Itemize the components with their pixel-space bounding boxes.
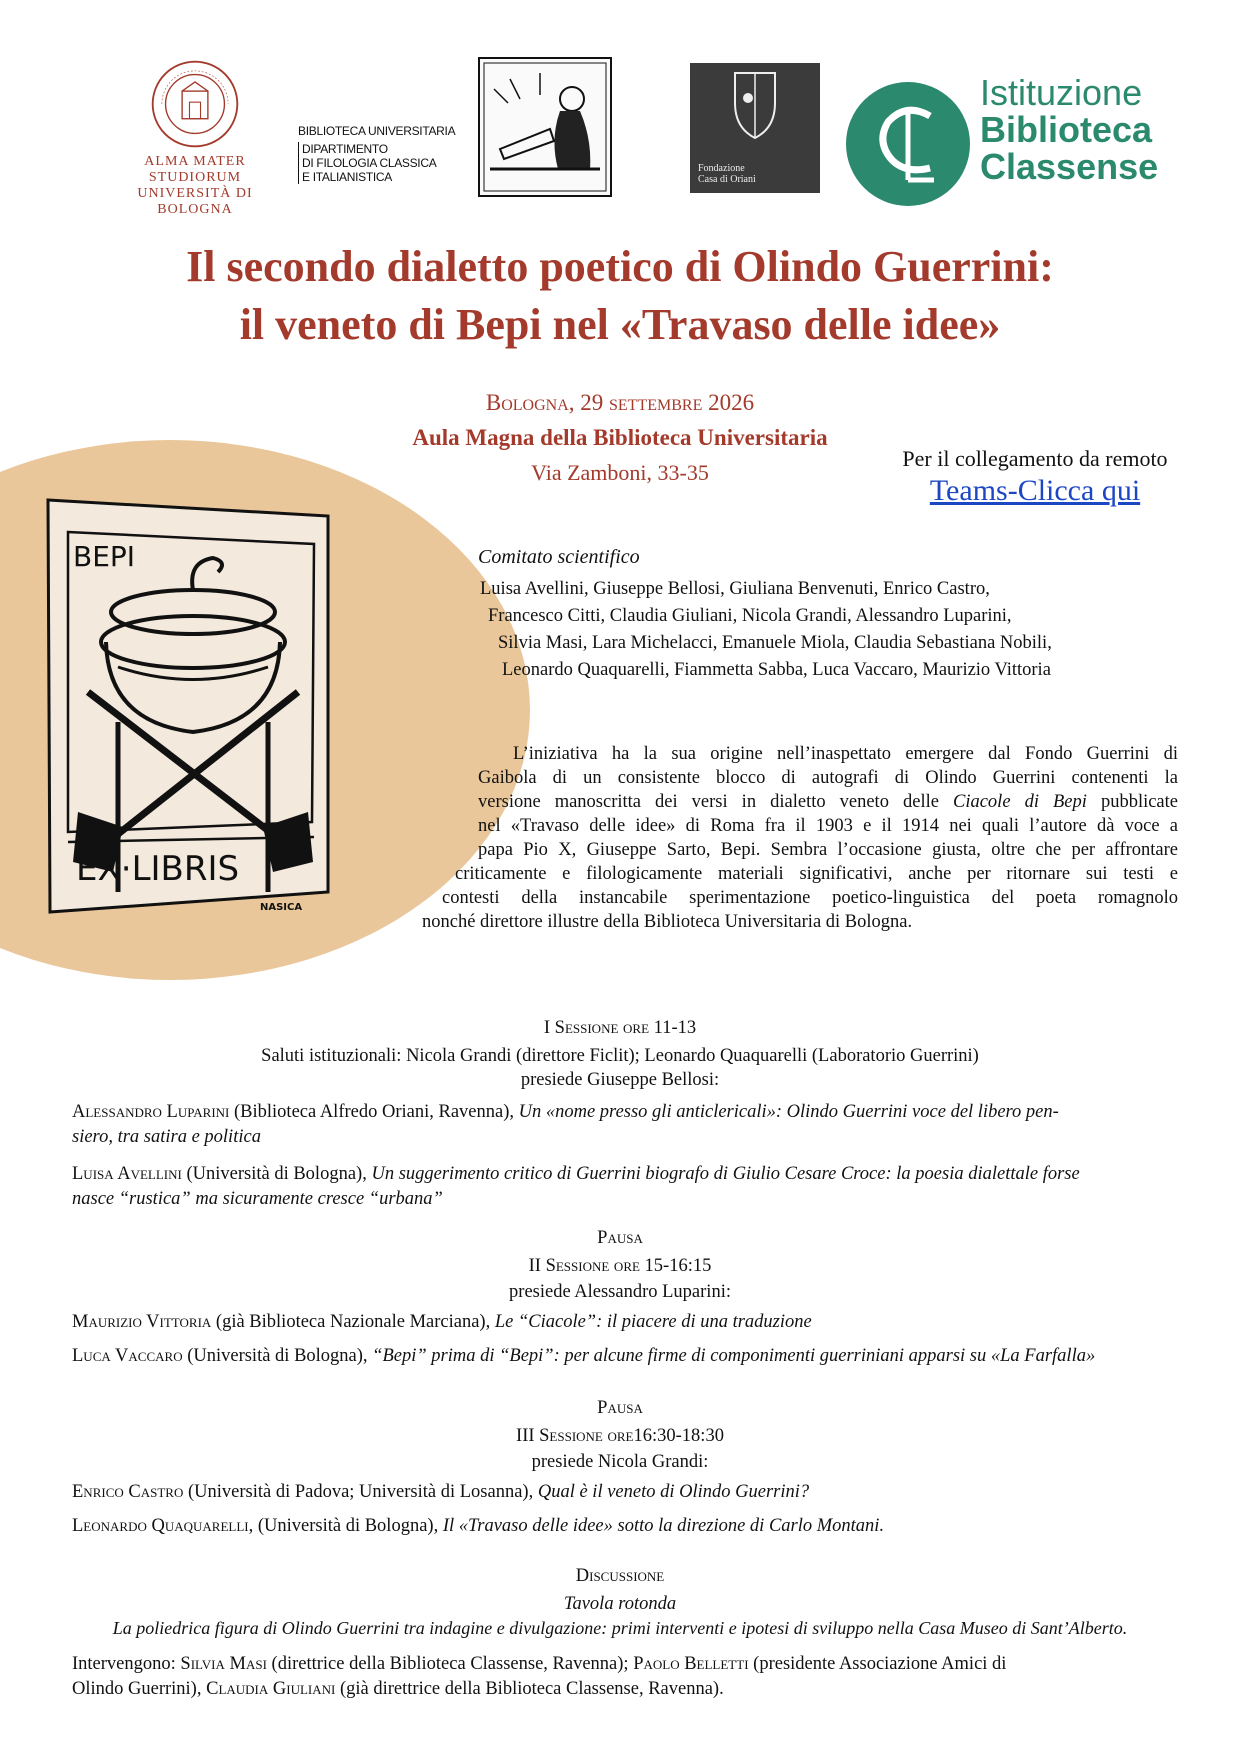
classense-line3: Classense <box>980 146 1159 187</box>
intervengono-block <box>72 1652 1172 1702</box>
unibo-name-line2: UNIVERSITÀ DI BOLOGNA <box>137 186 253 217</box>
intro-line: nonché direttore illustre della Biblioteca Universitaria di Bologna. <box>422 912 913 932</box>
oriani-line2: Casa di Oriani <box>698 174 756 185</box>
talk-speaker: Alessandro Luparini <box>72 1102 230 1122</box>
talk-title: Il «Travaso delle idee» sotto la direzione di Carlo Montani. <box>442 1516 885 1536</box>
talk-speaker: Luca Vaccaro <box>72 1346 183 1366</box>
speaker-affiliation: (direttrice della Biblioteca Classense, Ravenna); <box>266 1654 634 1674</box>
dept-line2: DIPARTIMENTO <box>298 142 455 156</box>
woodcut-icon <box>480 59 610 195</box>
classense-line2: Biblioteca <box>980 109 1153 150</box>
event-date: Bologna, 29 settembre 2026 <box>485 390 755 415</box>
talk-item <box>72 1310 1172 1335</box>
talk-affiliation: (Università di Padova; Università di Losanna), <box>183 1482 538 1502</box>
session1-title: I Sessione ore 11-13 <box>543 1018 697 1038</box>
event-venue: Aula Magna della Biblioteca Universitaria <box>412 425 828 450</box>
unibo-seal-icon <box>149 58 241 150</box>
session3-title: III Sessione ore16:30-18:30 <box>516 1426 724 1446</box>
unibo-logo <box>100 58 290 217</box>
talk-title-cont: nasce “rustica” ma sicuramente cresce “urbana” <box>72 1189 443 1209</box>
page-title <box>0 238 1240 354</box>
talk-affiliation: (Biblioteca Alfredo Oriani, Ravenna), <box>229 1102 519 1122</box>
title-line1: Il secondo dialetto poetico di Olindo Guerrini: <box>186 242 1054 291</box>
pausa-label: Pausa <box>597 1398 643 1418</box>
talk-speaker: Luisa Avellini <box>72 1164 182 1184</box>
exlibris-signature: NASICA <box>260 902 303 913</box>
session1-chair: presiede Giuseppe Bellosi: <box>520 1070 720 1090</box>
discussione-label: Discussione <box>575 1566 665 1586</box>
title-line2: il veneto di Bepi nel «Travaso delle idee» <box>239 300 1001 349</box>
speaker-affiliation: (già direttrice della Biblioteca Classense, Ravenna). <box>335 1679 724 1699</box>
intervengono-label: Intervengono: <box>72 1654 181 1674</box>
committee-title: Comitato scientifico <box>478 546 640 568</box>
classense-line1: Istituzione <box>980 72 1143 113</box>
talk-title: Le “Ciacole”: il piacere di una traduzione <box>494 1312 812 1332</box>
unibo-name-line1: ALMA MATER STUDIORUM <box>144 154 246 185</box>
pausa-label: Pausa <box>597 1228 643 1248</box>
oriani-line1: Fondazione <box>698 163 745 174</box>
exlibris-top-text: BEPI <box>73 540 136 573</box>
talk-title-cont: siero, tra satira e politica <box>72 1127 261 1147</box>
talk-speaker: Leonardo Quaquarelli <box>72 1516 249 1536</box>
intro-line: contesti della instancabile sperimentazione poetico-linguistica del poeta romagnolo <box>442 888 1178 908</box>
exlibris-image <box>28 492 348 962</box>
talk-title: Un «nome presso gli anticlericali»: Olindo Guerrini voce del libero pen- <box>518 1102 1059 1122</box>
session1-saluti: Saluti istituzionali: Nicola Grandi (direttore Ficlit); Leonardo Quaquarelli (Laboratorio Guerrini) <box>261 1046 979 1066</box>
fondazione-oriani-logo <box>690 63 820 193</box>
session2-title: II Sessione ore 15-16:15 <box>528 1256 712 1276</box>
committee-line: Silvia Masi, Lara Michelacci, Emanuele Miola, Claudia Sebastiana Nobili, <box>498 633 1052 653</box>
dept-line1: BIBLIOTECA UNIVERSITARIA <box>298 124 456 138</box>
tavola-rotonda-label: Tavola rotonda <box>563 1594 677 1614</box>
talk-title: Un suggerimento critico di Guerrini biografo di Giulio Cesare Croce: la poesia dialettale forse <box>371 1164 1080 1184</box>
speaker-name: Paolo Belletti <box>633 1654 749 1674</box>
talk-affiliation: (già Biblioteca Nazionale Marciana), <box>211 1312 495 1332</box>
dept-line4: E ITALIANISTICA <box>298 170 455 184</box>
intro-line: versione manoscritta dei versi in dialetto veneto delle Ciacole di Bepi pubblicate <box>478 792 1178 812</box>
department-block <box>298 124 455 184</box>
speaker-name: Claudia Giuliani <box>206 1679 336 1699</box>
speaker-affiliation: Olindo Guerrini), <box>72 1679 207 1699</box>
classense-emblem-icon <box>846 82 970 206</box>
talk-item <box>72 1480 1172 1505</box>
committee-line: Luisa Avellini, Giuseppe Bellosi, Giuliana Benvenuti, Enrico Castro, <box>480 579 990 599</box>
oriani-emblem-icon <box>690 63 820 153</box>
committee-line: Francesco Citti, Claudia Giuliani, Nicola Grandi, Alessandro Luparini, <box>488 606 1012 626</box>
remote-label: Per il collegamento da remoto <box>902 446 1168 471</box>
talk-item <box>72 1514 1172 1539</box>
intro-line: nel «Travaso delle idee» di Roma fra il 1903 e il 1914 nei quali l’autore dà voce a <box>478 816 1178 836</box>
talk-item <box>72 1344 1172 1369</box>
committee-line: Leonardo Quaquarelli, Fiammetta Sabba, Luca Vaccaro, Maurizio Vittoria <box>502 660 1051 680</box>
talk-speaker: Enrico Castro <box>72 1482 184 1502</box>
session3-chair: presiede Nicola Grandi: <box>531 1452 709 1472</box>
talk-affiliation: (Università di Bologna), <box>182 1346 373 1366</box>
exlibris-bottom-text: EX·LIBRIS <box>76 849 240 889</box>
speaker-name: Silvia Masi <box>180 1654 267 1674</box>
talk-speaker: Maurizio Vittoria <box>72 1312 212 1332</box>
dept-line3: DI FILOLOGIA CLASSICA <box>298 156 455 170</box>
talk-affiliation: , (Università di Bologna), <box>248 1516 443 1536</box>
classense-logo <box>846 70 1159 200</box>
talk-title: “Bepi” prima di “Bepi”: per alcune firme di componimenti guerriniani apparsi su «La Farfalla» <box>372 1346 1096 1366</box>
speaker-affiliation: (presidente Associazione Amici di <box>748 1654 1007 1674</box>
talk-item <box>72 1100 1172 1150</box>
session2-chair: presiede Alessandro Luparini: <box>509 1282 731 1302</box>
woodcut-scholar-image <box>478 57 612 197</box>
intro-line: L’iniziativa ha la sua origine nell’inaspettato emergere dal Fondo Guerrini di <box>513 744 1178 764</box>
intro-line: criticamente e filologicamente materiali significativi, anche per ritornare sui testi e <box>455 864 1178 884</box>
tavola-rotonda-title: La poliedrica figura di Olindo Guerrini tra indagine e divulgazione: primi interventi e ipotesi di sviluppo nella Casa Museo di Sant’Alberto. <box>112 1618 1128 1638</box>
teams-link[interactable]: Teams-Clicca qui <box>929 474 1141 507</box>
talk-affiliation: (Università di Bologna), <box>181 1164 372 1184</box>
intro-line: Gaibola di un consistente blocco di autografi di Olindo Guerrini contenenti la <box>478 768 1178 788</box>
committee-names <box>478 576 1178 684</box>
event-address: Via Zamboni, 33-35 <box>531 460 709 485</box>
talk-item <box>72 1162 1172 1212</box>
intro-line: papa Pio X, Giuseppe Sarto, Bepi. Sembra l’occasione giusta, oltre che per affrontare <box>478 840 1178 860</box>
talk-title: Qual è il veneto di Olindo Guerrini? <box>537 1482 810 1502</box>
